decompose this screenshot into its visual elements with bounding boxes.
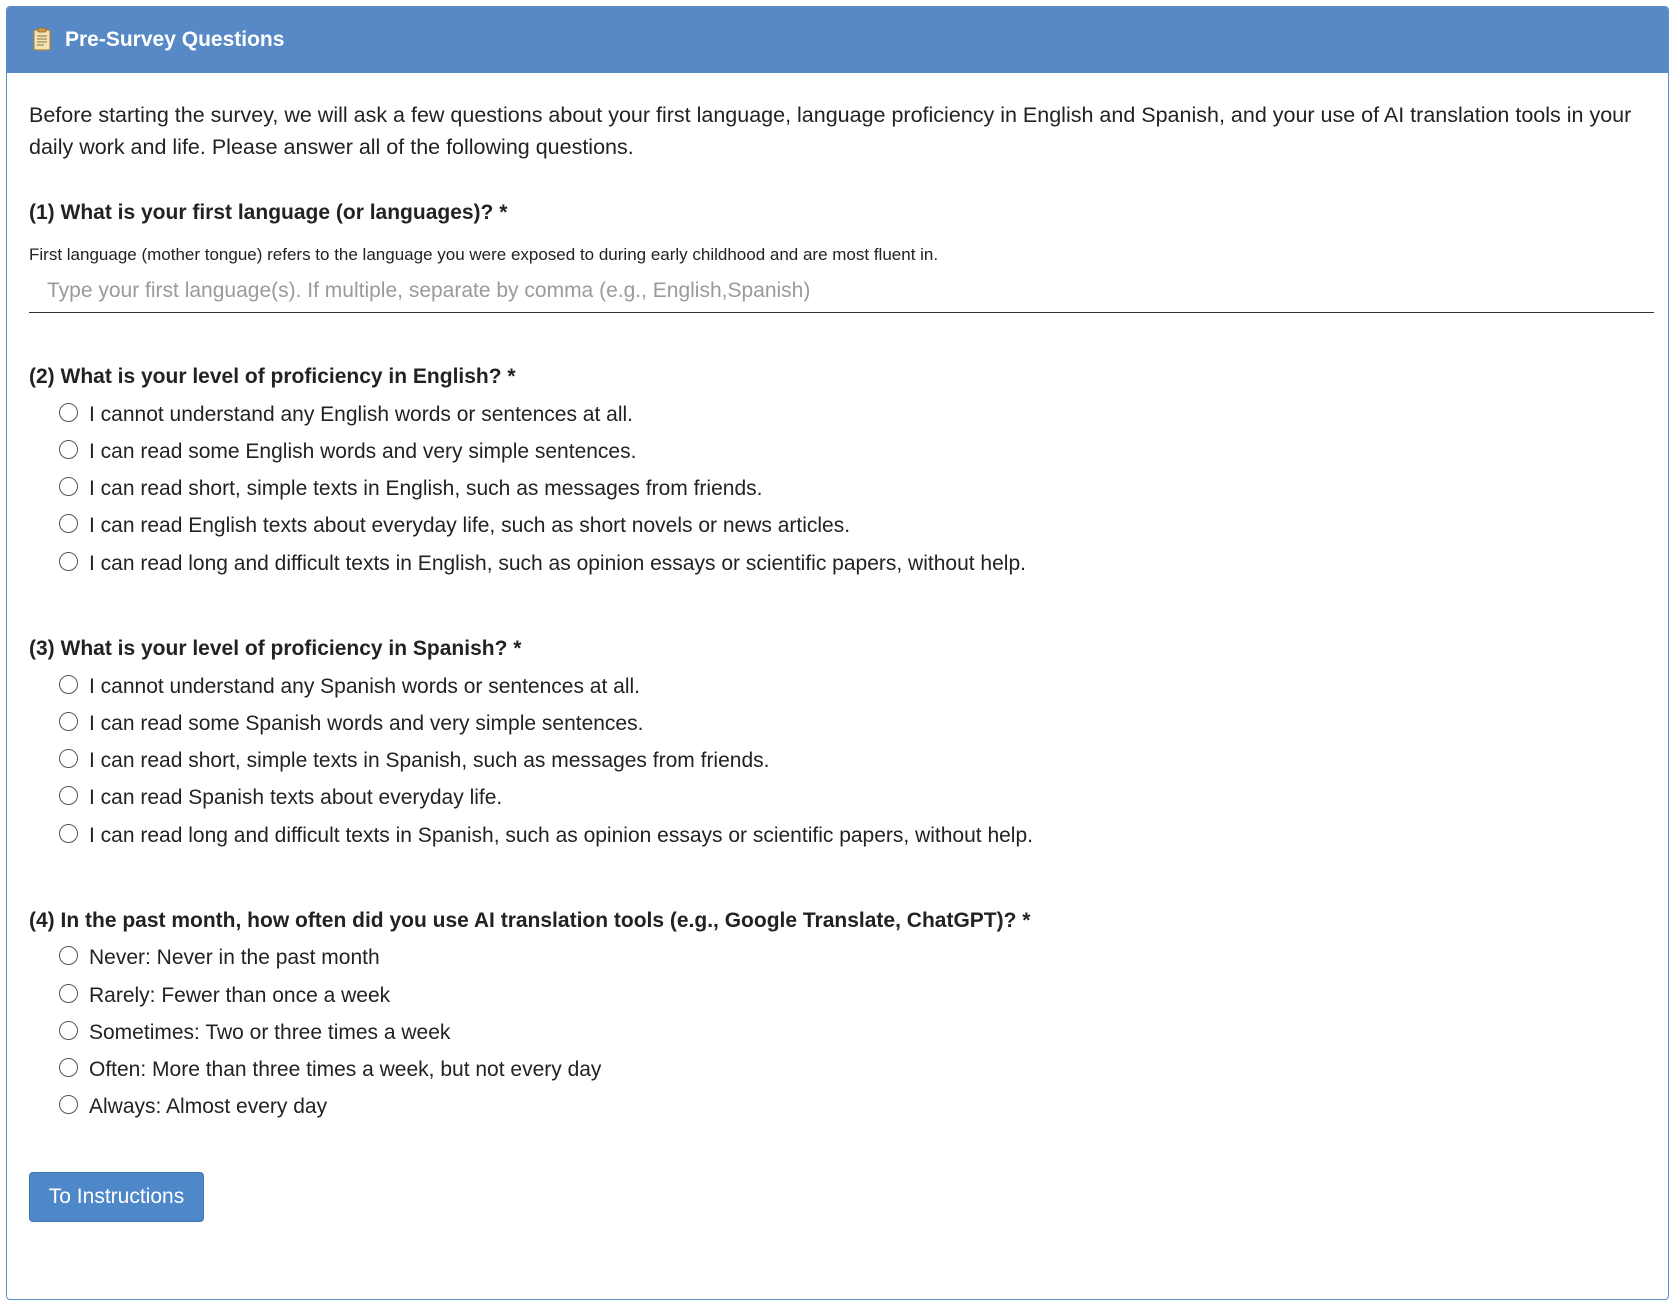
radio-button[interactable]	[59, 712, 78, 731]
option-label: I can read short, simple texts in English, such as messages from friends.	[89, 477, 763, 500]
q3-option[interactable]	[59, 783, 502, 813]
q2-option[interactable]	[59, 549, 1026, 579]
q2-option[interactable]	[59, 437, 636, 467]
q3-label: (3) What is your level of proficiency in Spanish? *	[29, 637, 522, 660]
option-label: Often: More than three times a week, but not every day	[89, 1058, 602, 1081]
radio-button[interactable]	[59, 1021, 78, 1040]
q3-option[interactable]	[59, 709, 643, 739]
q2-option[interactable]	[59, 474, 762, 504]
q3-option[interactable]	[59, 746, 769, 776]
option-label: I cannot understand any Spanish words or sentences at all.	[89, 675, 641, 698]
radio-button[interactable]	[59, 477, 78, 496]
q3-option[interactable]	[59, 672, 640, 702]
pre-survey-panel	[6, 6, 1669, 1300]
q2-label: (2) What is your level of proficiency in English? *	[29, 365, 516, 388]
q2-option[interactable]	[59, 400, 633, 430]
q2-option[interactable]	[59, 511, 850, 541]
q1-help-text: First language (mother tongue) refers to the language you were exposed to during early childhood and are most fluent in.	[29, 245, 939, 264]
q1-label: (1) What is your first language (or languages)? *	[29, 201, 508, 224]
radio-button[interactable]	[59, 675, 78, 694]
radio-button[interactable]	[59, 1095, 78, 1114]
option-label: I can read Spanish texts about everyday life.	[89, 786, 503, 809]
option-label: I can read some English words and very simple sentences.	[89, 440, 637, 463]
clipboard-icon	[33, 27, 51, 51]
radio-button[interactable]	[59, 824, 78, 843]
option-label: I cannot understand any English words or sentences at all.	[89, 403, 633, 426]
option-label: Always: Almost every day	[89, 1095, 328, 1118]
radio-button[interactable]	[59, 552, 78, 571]
radio-button[interactable]	[59, 440, 78, 459]
radio-button[interactable]	[59, 403, 78, 422]
option-label: Never: Never in the past month	[89, 946, 380, 969]
radio-button[interactable]	[59, 1058, 78, 1077]
option-label: Sometimes: Two or three times a week	[89, 1021, 451, 1044]
option-label: I can read English texts about everyday life, such as short novels or news articles.	[89, 514, 851, 537]
intro-text: Before starting the survey, we will ask a few questions about your first language, language proficiency in English and Spanish, and your use of AI translation tools in your daily work and life. Please answer all of the following questions.	[29, 103, 1632, 159]
q3-option[interactable]	[59, 821, 1033, 851]
radio-button[interactable]	[59, 946, 78, 965]
option-label: Rarely: Fewer than once a week	[89, 984, 391, 1007]
radio-button[interactable]	[59, 514, 78, 533]
option-label: I can read long and difficult texts in Spanish, such as opinion essays or scientific papers, without help.	[89, 824, 1033, 847]
radio-button[interactable]	[59, 786, 78, 805]
q4-option[interactable]	[59, 1055, 601, 1085]
q4-option[interactable]	[59, 943, 380, 973]
first-language-input[interactable]	[29, 269, 1654, 313]
to-instructions-button[interactable]: To Instructions	[29, 1172, 204, 1222]
q4-option[interactable]	[59, 981, 390, 1011]
q4-option[interactable]	[59, 1018, 450, 1048]
radio-button[interactable]	[59, 749, 78, 768]
q4-option[interactable]	[59, 1092, 327, 1122]
panel-header	[7, 7, 1668, 73]
option-label: I can read some Spanish words and very simple sentences.	[89, 712, 644, 735]
radio-button[interactable]	[59, 984, 78, 1003]
option-label: I can read long and difficult texts in English, such as opinion essays or scientific papers, without help.	[89, 552, 1026, 575]
q4-label: (4) In the past month, how often did you use AI translation tools (e.g., Google Translate, ChatGPT)? *	[29, 909, 1031, 932]
option-label: I can read short, simple texts in Spanish, such as messages from friends.	[89, 749, 770, 772]
page-title: Pre-Survey Questions	[65, 28, 285, 51]
